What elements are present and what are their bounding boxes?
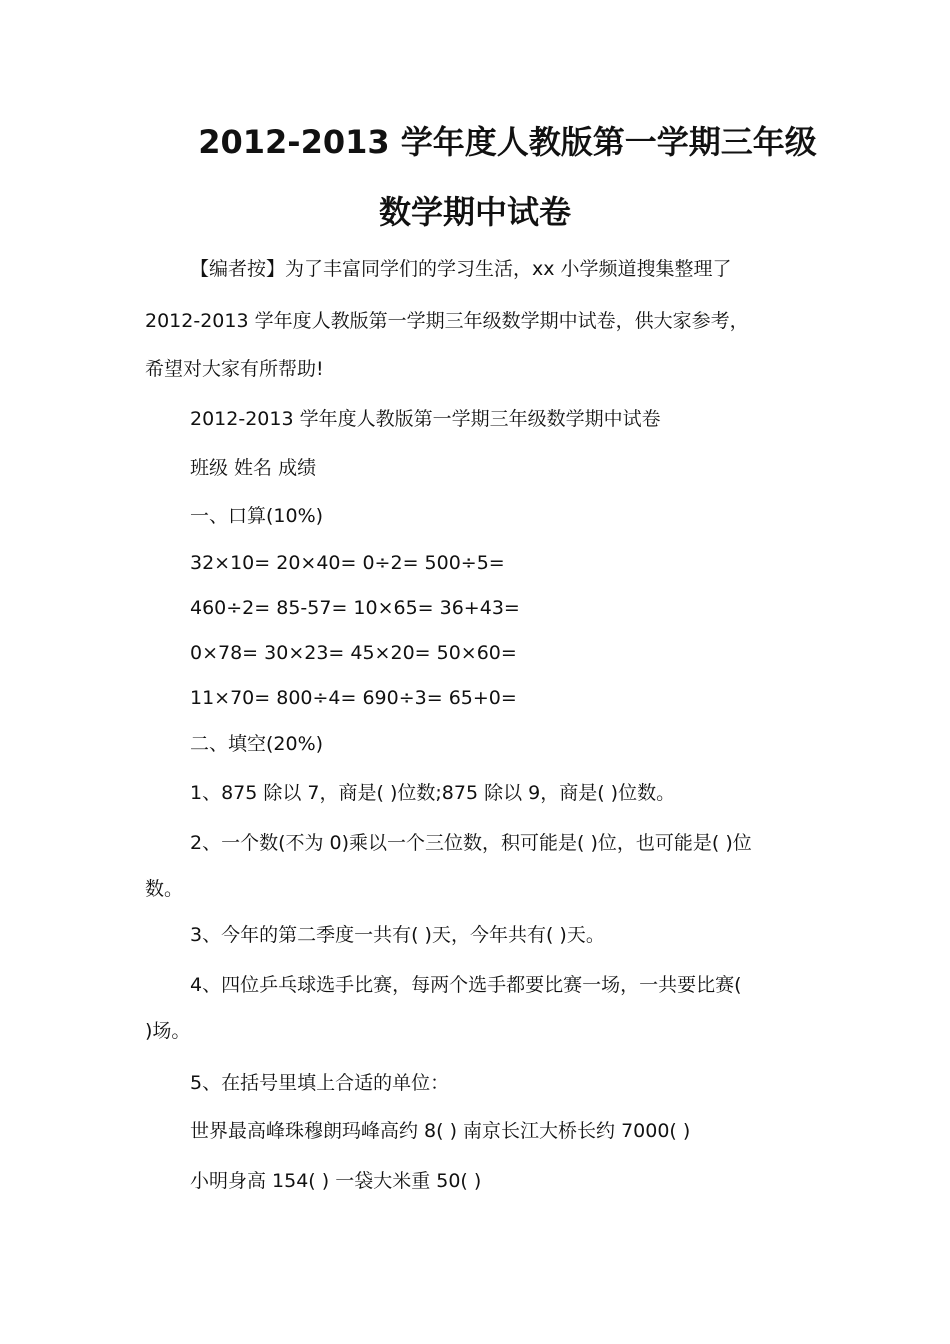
question-4-line2: )场。 <box>145 1020 191 1042</box>
class-info: 班级 姓名 成绩 <box>190 457 317 479</box>
intro-paragraph-line2: 2012-2013 学年度人教版第一学期三年级数学期中试卷，供大家参考， <box>145 310 749 332</box>
calc-row-1: 32×10= 20×40= 0÷2= 500÷5= <box>190 552 505 574</box>
question-4-line1: 4、四位乒乓球选手比赛，每两个选手都要比赛一场，一共要比赛( <box>190 974 742 996</box>
question-1: 1、875 除以 7，商是( )位数;875 除以 9，商是( )位数。 <box>190 782 676 804</box>
intro-paragraph-line3: 希望对大家有所帮助! <box>145 358 324 380</box>
question-3: 3、今年的第二季度一共有( )天，今年共有( )天。 <box>190 924 605 946</box>
section2-heading: 二、填空(20%) <box>190 733 324 755</box>
calc-row-2: 460÷2= 85-57= 10×65= 36+43= <box>190 597 520 619</box>
calc-row-4: 11×70= 800÷4= 690÷3= 65+0= <box>190 687 517 709</box>
exam-subtitle: 2012-2013 学年度人教版第一学期三年级数学期中试卷 <box>190 408 661 430</box>
section1-heading: 一、口算(10%) <box>190 505 324 527</box>
document-title-line1: 2012-2013 学年度人教版第一学期三年级 <box>198 123 817 161</box>
question-2-line1: 2、一个数(不为 0)乘以一个三位数，积可能是( )位，也可能是( )位 <box>190 832 752 854</box>
intro-paragraph-line1: 【编者按】为了丰富同学们的学习生活，xx 小学频道搜集整理了 <box>190 258 732 280</box>
question-5-item-line1: 世界最高峰珠穆朗玛峰高约 8( ) 南京长江大桥长约 7000( ) <box>190 1120 691 1142</box>
calc-row-3: 0×78= 30×23= 45×20= 50×60= <box>190 642 517 664</box>
question-2-line2: 数。 <box>145 878 184 900</box>
question-5-item-line2: 小明身高 154( ) 一袋大米重 50( ) <box>190 1170 482 1192</box>
question-5: 5、在括号里填上合适的单位： <box>190 1072 450 1094</box>
document-title-line2: 数学期中试卷 <box>378 193 571 231</box>
